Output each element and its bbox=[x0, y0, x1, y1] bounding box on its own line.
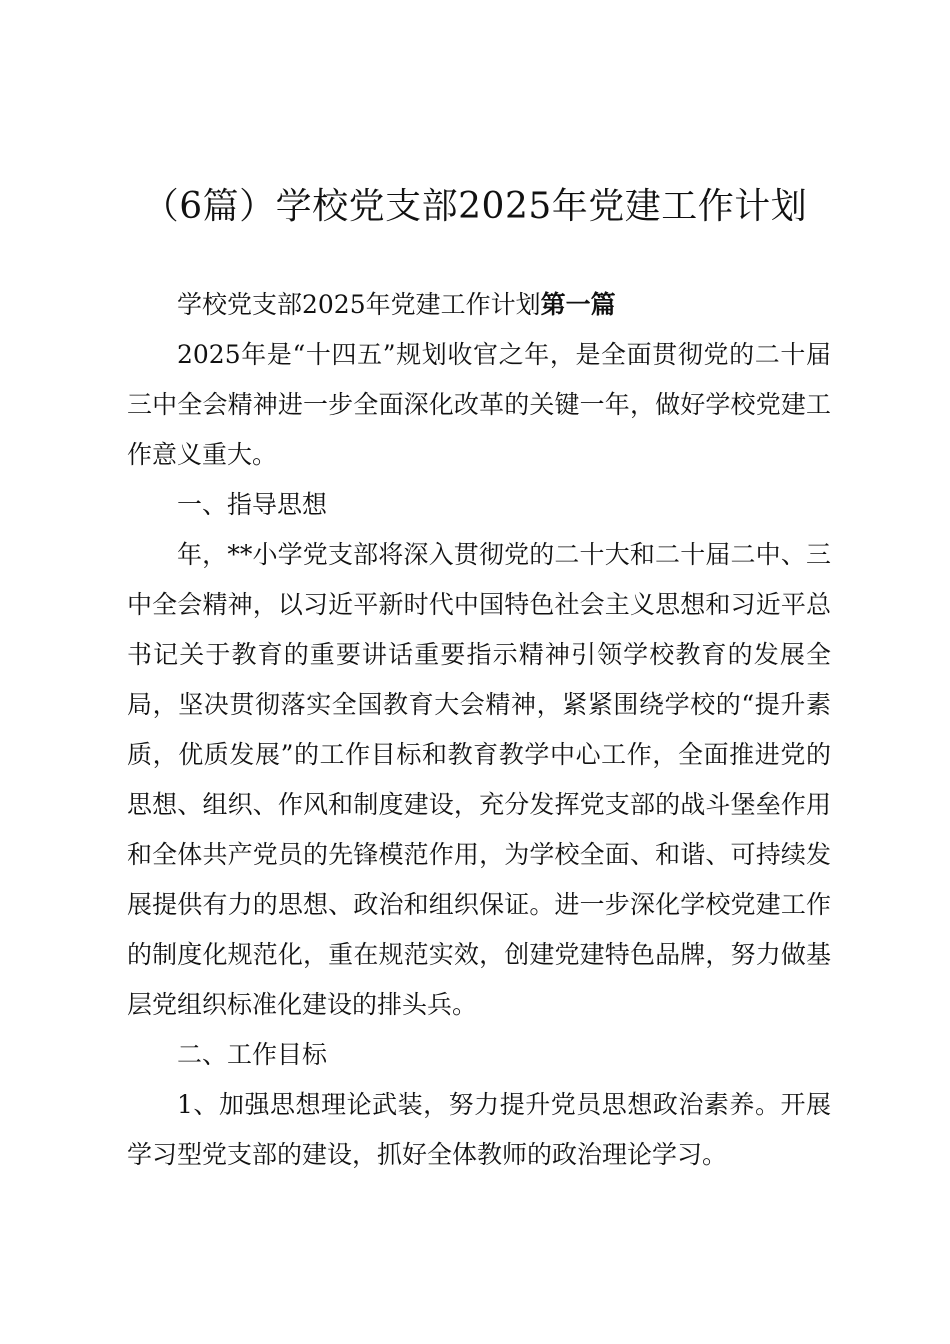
subtitle-bold-text: 第一篇 bbox=[540, 290, 616, 319]
subtitle-text: 学校党支部2025年党建工作计划 bbox=[177, 290, 541, 319]
section-body-guiding-thought: 年，**小学党支部将深入贯彻党的二十大和二十届二中、三中全会精神，以习近平新时代中国特色社会主义思想和习近平总书记关于教育的重要讲话重要指示精神引领学校教育的发展全局，坚决贯彻落实全国教育大会精神，紧紧围绕学校的“提升素质，优质发展”的工作目标和教育教学中心工作，全面推进党的思想、组织、作风和制度建设，充分发挥党支部的战斗堡垒作用和全体共产党员的先锋模范作用，为学校全面、和谐、可持续发展提供有力的思想、政治和组织保证。进一步深化学校党建工作的制度化规范化，重在规范实效，创建党建特色品牌，努力做基层党组织标准化建设的排头兵。 bbox=[127, 540, 831, 1019]
document-title: （6篇）学校党支部2025年党建工作计划 bbox=[142, 186, 808, 227]
section-heading-work-goals: 二、工作目标 bbox=[177, 1040, 328, 1069]
work-goal-item-1: 1、加强思想理论武装，努力提升党员思想政治素养。开展学习型党支部的建设，抓好全体教师的政治理论学习。 bbox=[127, 1090, 831, 1169]
section-heading-guiding-thought: 一、指导思想 bbox=[177, 490, 328, 519]
intro-paragraph: 2025年是“十四五”规划收官之年，是全面贯彻党的二十届三中全会精神进一步全面深化改革的关键一年，做好学校党建工作意义重大。 bbox=[127, 340, 831, 469]
subtitle bbox=[127, 280, 831, 330]
document-body bbox=[127, 280, 831, 1180]
